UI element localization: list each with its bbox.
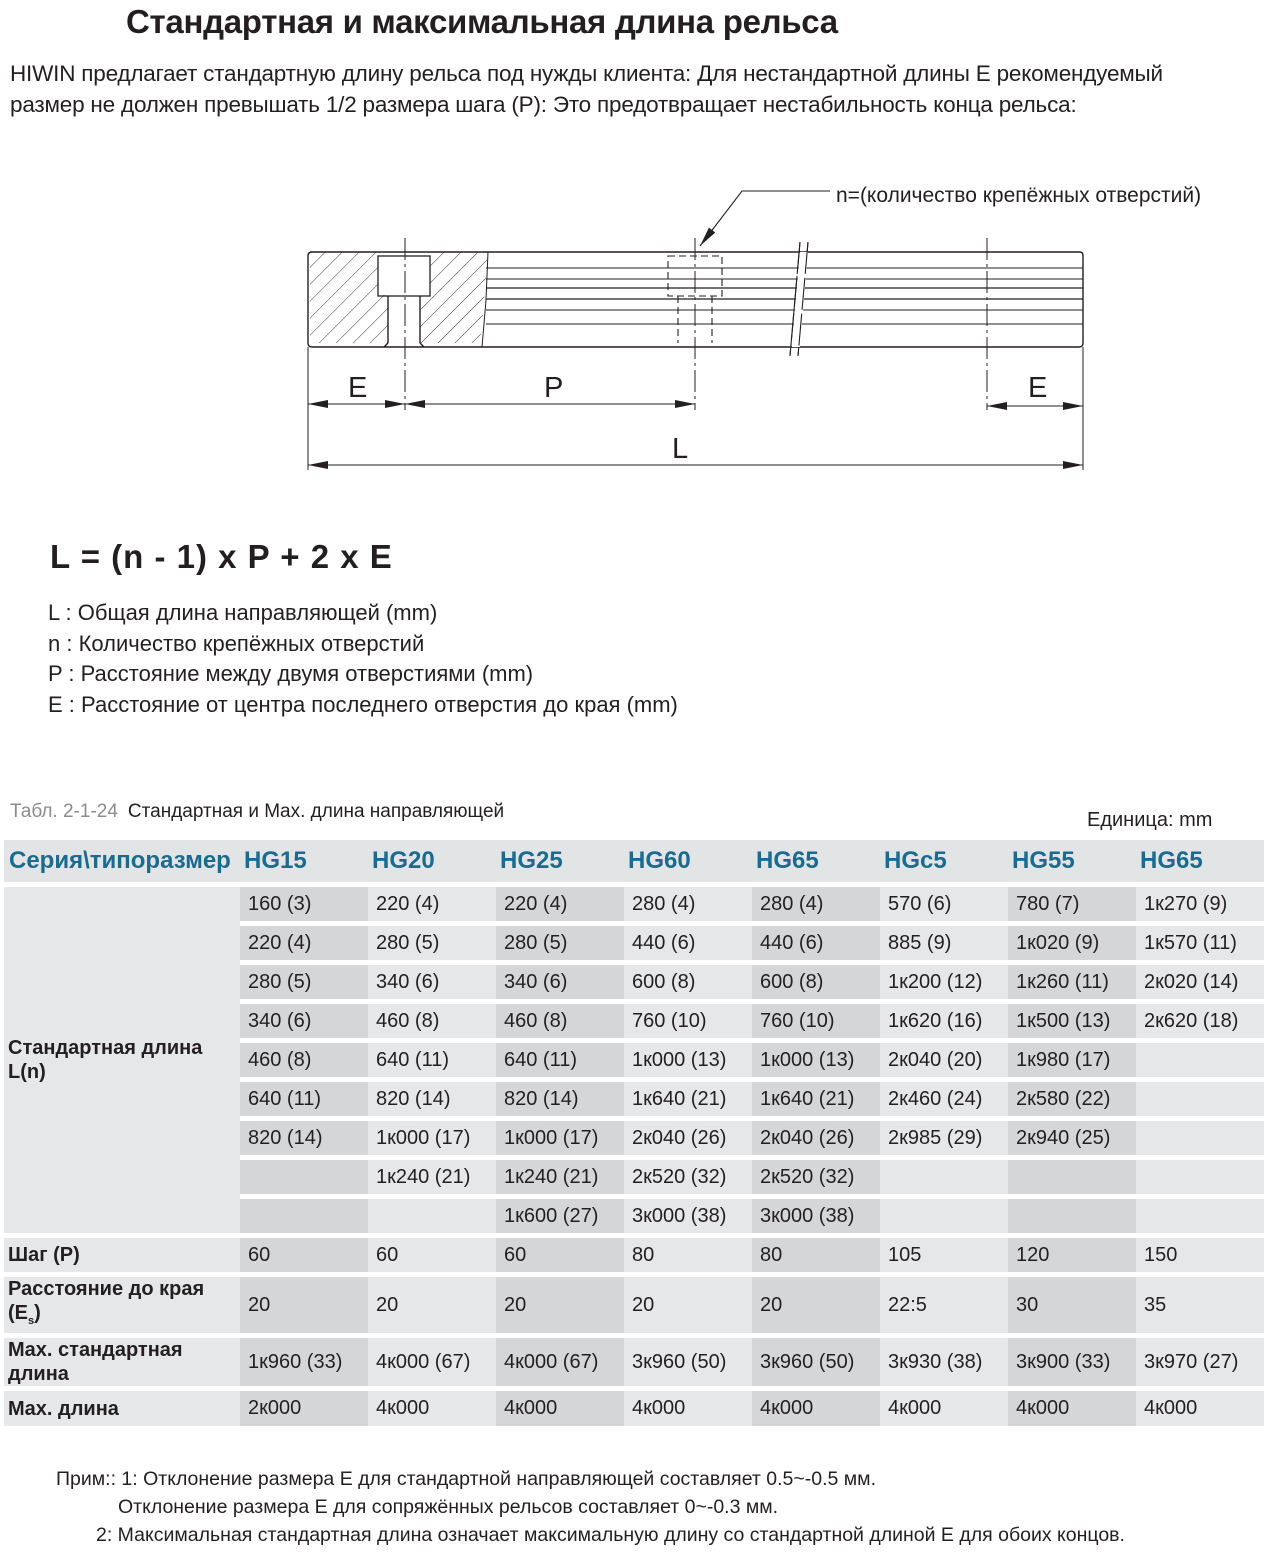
table-cell: 1к640 (21) bbox=[624, 1082, 752, 1121]
table-cell: 20 bbox=[752, 1277, 880, 1338]
table-cell: 460 (8) bbox=[368, 1004, 496, 1043]
table-cell: 2к040 (26) bbox=[752, 1121, 880, 1160]
definition-item: P : Расстояние между двумя отверстиями (mm) bbox=[48, 661, 534, 686]
table-cell: 1к570 (11) bbox=[1136, 926, 1264, 965]
header-column: HG65 bbox=[752, 840, 880, 887]
table-cell: 35 bbox=[1136, 1277, 1264, 1338]
table-cell: 340 (6) bbox=[240, 1004, 368, 1043]
intro-paragraph bbox=[10, 58, 1268, 120]
table-cell: 20 bbox=[240, 1277, 368, 1338]
table-cell: 220 (4) bbox=[496, 887, 624, 926]
table-cell: 440 (6) bbox=[624, 926, 752, 965]
table-unit: Единица: mm bbox=[1087, 809, 1213, 831]
table-caption bbox=[10, 801, 504, 823]
table-cell: 3к930 (38) bbox=[880, 1338, 1008, 1391]
table-cell: 280 (4) bbox=[624, 887, 752, 926]
table-number: Табл. 2-1-24 bbox=[10, 801, 118, 822]
table-cell bbox=[1008, 1160, 1136, 1199]
table-cell: 1к000 (17) bbox=[496, 1121, 624, 1160]
table-cell: 340 (6) bbox=[496, 965, 624, 1004]
table-row-edge bbox=[4, 1277, 1264, 1338]
table-cell: 2к040 (26) bbox=[624, 1121, 752, 1160]
table-cell: 2к985 (29) bbox=[880, 1121, 1008, 1160]
table-cell bbox=[240, 1160, 368, 1199]
header-series-size: Серия\типоразмер bbox=[4, 840, 240, 887]
rail-length-table bbox=[4, 840, 1264, 1426]
table-cell: 3к000 (38) bbox=[752, 1199, 880, 1238]
header-column: HGc5 bbox=[880, 840, 1008, 887]
header-column: HG15 bbox=[240, 840, 368, 887]
table-cell: 640 (11) bbox=[496, 1043, 624, 1082]
table-cell: 2к040 (20) bbox=[880, 1043, 1008, 1082]
table-cell: 1к640 (21) bbox=[752, 1082, 880, 1121]
table-cell: 20 bbox=[624, 1277, 752, 1338]
table-cell: 80 bbox=[624, 1238, 752, 1277]
table-cell: 600 (8) bbox=[752, 965, 880, 1004]
table-cell: 22:5 bbox=[880, 1277, 1008, 1338]
table-cell bbox=[1136, 1199, 1264, 1238]
table-header-row bbox=[4, 840, 1264, 887]
table-row-max-standard bbox=[4, 1338, 1264, 1391]
table-cell: 640 (11) bbox=[240, 1082, 368, 1121]
table-cell: 340 (6) bbox=[368, 965, 496, 1004]
table-cell: 4к000 bbox=[752, 1391, 880, 1426]
table-cell: 3к960 (50) bbox=[624, 1338, 752, 1391]
table-cell: 2к460 (24) bbox=[880, 1082, 1008, 1121]
page-title: Стандартная и максимальная длина рельса bbox=[126, 3, 838, 40]
table-cell bbox=[1008, 1199, 1136, 1238]
table-cell: 4к000 (67) bbox=[496, 1338, 624, 1391]
definition-item: L : Общая длина направляющей (mm) bbox=[48, 600, 438, 625]
dim-label-e-right: E bbox=[1028, 372, 1048, 404]
table-cell: 2к000 bbox=[240, 1391, 368, 1426]
table-cell: 885 (9) bbox=[880, 926, 1008, 965]
table-cell: 280 (5) bbox=[368, 926, 496, 965]
table-cell: 570 (6) bbox=[880, 887, 1008, 926]
definition-item: n : Количество крепёжных отверстий bbox=[48, 630, 425, 656]
table-cell: 20 bbox=[368, 1277, 496, 1338]
table-cell: 2к620 (18) bbox=[1136, 1004, 1264, 1043]
table-cell: 150 bbox=[1136, 1238, 1264, 1277]
callout-label: n=(количество крепёжных отверстий) bbox=[836, 184, 1202, 207]
table-cell: 120 bbox=[1008, 1238, 1136, 1277]
dimension-lines bbox=[308, 404, 1083, 465]
table-cell: 820 (14) bbox=[368, 1082, 496, 1121]
table-cell: 160 (3) bbox=[240, 887, 368, 926]
table-cell: 4к000 bbox=[1008, 1391, 1136, 1426]
header-column: HG25 bbox=[496, 840, 624, 887]
row-label-edge: Расстояние до края $(E_s)$ bbox=[4, 1277, 240, 1338]
table-cell: 1к620 (16) bbox=[880, 1004, 1008, 1043]
table-cell: 60 bbox=[240, 1238, 368, 1277]
table-cell: 280 (5) bbox=[496, 926, 624, 965]
table-cell: 4к000 bbox=[1136, 1391, 1264, 1426]
table-cell: 280 (4) bbox=[752, 887, 880, 926]
dim-label-e-left: E bbox=[348, 372, 368, 404]
row-label-max-standard: Max. стандартная длина bbox=[4, 1338, 240, 1391]
definitions-list bbox=[48, 598, 678, 720]
table-cell: 2к520 (32) bbox=[624, 1160, 752, 1199]
notes bbox=[56, 1465, 1125, 1549]
table-cell: 220 (4) bbox=[368, 887, 496, 926]
row-label-pitch: Шаг (P) bbox=[4, 1238, 240, 1277]
table-cell: 1к000 (13) bbox=[752, 1043, 880, 1082]
table-cell: 1к260 (11) bbox=[1008, 965, 1136, 1004]
header-column: HG65 bbox=[1136, 840, 1264, 887]
row-label-max-length: Max. длина bbox=[4, 1391, 240, 1426]
table-cell bbox=[368, 1199, 496, 1238]
table-cell: 3к900 (33) bbox=[1008, 1338, 1136, 1391]
table-cell bbox=[240, 1199, 368, 1238]
table-cell: 20 bbox=[496, 1277, 624, 1338]
table-cell: 600 (8) bbox=[624, 965, 752, 1004]
table-cell: 280 (5) bbox=[240, 965, 368, 1004]
table-cell: 460 (8) bbox=[496, 1004, 624, 1043]
note-line-1: Прим:: 1: Отклонение размера E для стандартной направляющей составляет 0.5~-0.5 мм. bbox=[56, 1468, 876, 1490]
table-cell: 2к940 (25) bbox=[1008, 1121, 1136, 1160]
table-cell bbox=[880, 1199, 1008, 1238]
table-cell: 4к000 bbox=[624, 1391, 752, 1426]
dim-label-p: P bbox=[544, 372, 564, 404]
table-cell: 1к000 (13) bbox=[624, 1043, 752, 1082]
table-cell: 760 (10) bbox=[752, 1004, 880, 1043]
table-cell: 4к000 bbox=[368, 1391, 496, 1426]
table-cell: 1к240 (21) bbox=[496, 1160, 624, 1199]
table-cell: 2к520 (32) bbox=[752, 1160, 880, 1199]
header-column: HG20 bbox=[368, 840, 496, 887]
table-cell: 1к600 (27) bbox=[496, 1199, 624, 1238]
table-cell: 30 bbox=[1008, 1277, 1136, 1338]
table-cell: 3к960 (50) bbox=[752, 1338, 880, 1391]
intro-line-1: HIWIN предлагает стандартную длину рельса под нужды клиента: Для нестандартной длины E рекомендуемый bbox=[10, 61, 1163, 86]
table-cell: 1к000 (17) bbox=[368, 1121, 496, 1160]
table-cell: 3к000 (38) bbox=[624, 1199, 752, 1238]
intro-line-2: размер не должен превышать 1/2 размера шага (P): Это предотвращает нестабильность конца рельса: bbox=[10, 92, 1077, 117]
table-cell: 60 bbox=[496, 1238, 624, 1277]
table-cell bbox=[1136, 1082, 1264, 1121]
header-column: HG55 bbox=[1008, 840, 1136, 887]
table-cell: 60 bbox=[368, 1238, 496, 1277]
table-cell: 440 (6) bbox=[752, 926, 880, 965]
table-cell: 4к000 bbox=[496, 1391, 624, 1426]
table-caption-text: Стандартная и Max. длина направляющей bbox=[127, 801, 505, 822]
table-cell: 2к020 (14) bbox=[1136, 965, 1264, 1004]
table-cell: 4к000 bbox=[880, 1391, 1008, 1426]
table-cell: 80 bbox=[752, 1238, 880, 1277]
table-cell: 3к970 (27) bbox=[1136, 1338, 1264, 1391]
table-cell: 2к580 (22) bbox=[1008, 1082, 1136, 1121]
table-cell bbox=[1136, 1121, 1264, 1160]
table-cell: 460 (8) bbox=[240, 1043, 368, 1082]
note-line-3: 2: Максимальная стандартная длина означает максимальную длину со стандартной длиной E для обоих концов. bbox=[96, 1524, 1125, 1546]
table-cell: 1к500 (13) bbox=[1008, 1004, 1136, 1043]
table-cell bbox=[880, 1160, 1008, 1199]
table-row-max-length bbox=[4, 1391, 1264, 1426]
length-formula: L = (n - 1) x P + 2 x E bbox=[50, 538, 393, 575]
table-cell: 1к960 (33) bbox=[240, 1338, 368, 1391]
dim-label-l: L bbox=[672, 433, 689, 465]
table-cell: 105 bbox=[880, 1238, 1008, 1277]
table-cell bbox=[1136, 1160, 1264, 1199]
table-cell bbox=[1136, 1043, 1264, 1082]
table-cell: 1к980 (17) bbox=[1008, 1043, 1136, 1082]
note-line-2: Отклонение размера E для сопряжённых рельсов составляет 0~-0.3 мм. bbox=[118, 1496, 779, 1518]
row-label-standard-length: Стандартная длина L(n) bbox=[4, 887, 240, 1238]
table-cell: 220 (4) bbox=[240, 926, 368, 965]
table-cell: 1к200 (12) bbox=[880, 965, 1008, 1004]
table-cell: 640 (11) bbox=[368, 1043, 496, 1082]
table-cell: 820 (14) bbox=[240, 1121, 368, 1160]
header-column: HG60 bbox=[624, 840, 752, 887]
table-cell: 760 (10) bbox=[624, 1004, 752, 1043]
table-cell: 780 (7) bbox=[1008, 887, 1136, 926]
table-cell: 820 (14) bbox=[496, 1082, 624, 1121]
table-cell: 1к240 (21) bbox=[368, 1160, 496, 1199]
callout-leader bbox=[700, 191, 830, 246]
table-cell: 4к000 (67) bbox=[368, 1338, 496, 1391]
table-row-pitch bbox=[4, 1238, 1264, 1277]
table-cell: 1к270 (9) bbox=[1136, 887, 1264, 926]
table-row-standard-length bbox=[4, 887, 1264, 926]
definition-item: E : Расстояние от центра последнего отверстия до края (mm) bbox=[48, 691, 678, 717]
rail-diagram bbox=[0, 170, 1268, 500]
table-cell: 1к020 (9) bbox=[1008, 926, 1136, 965]
